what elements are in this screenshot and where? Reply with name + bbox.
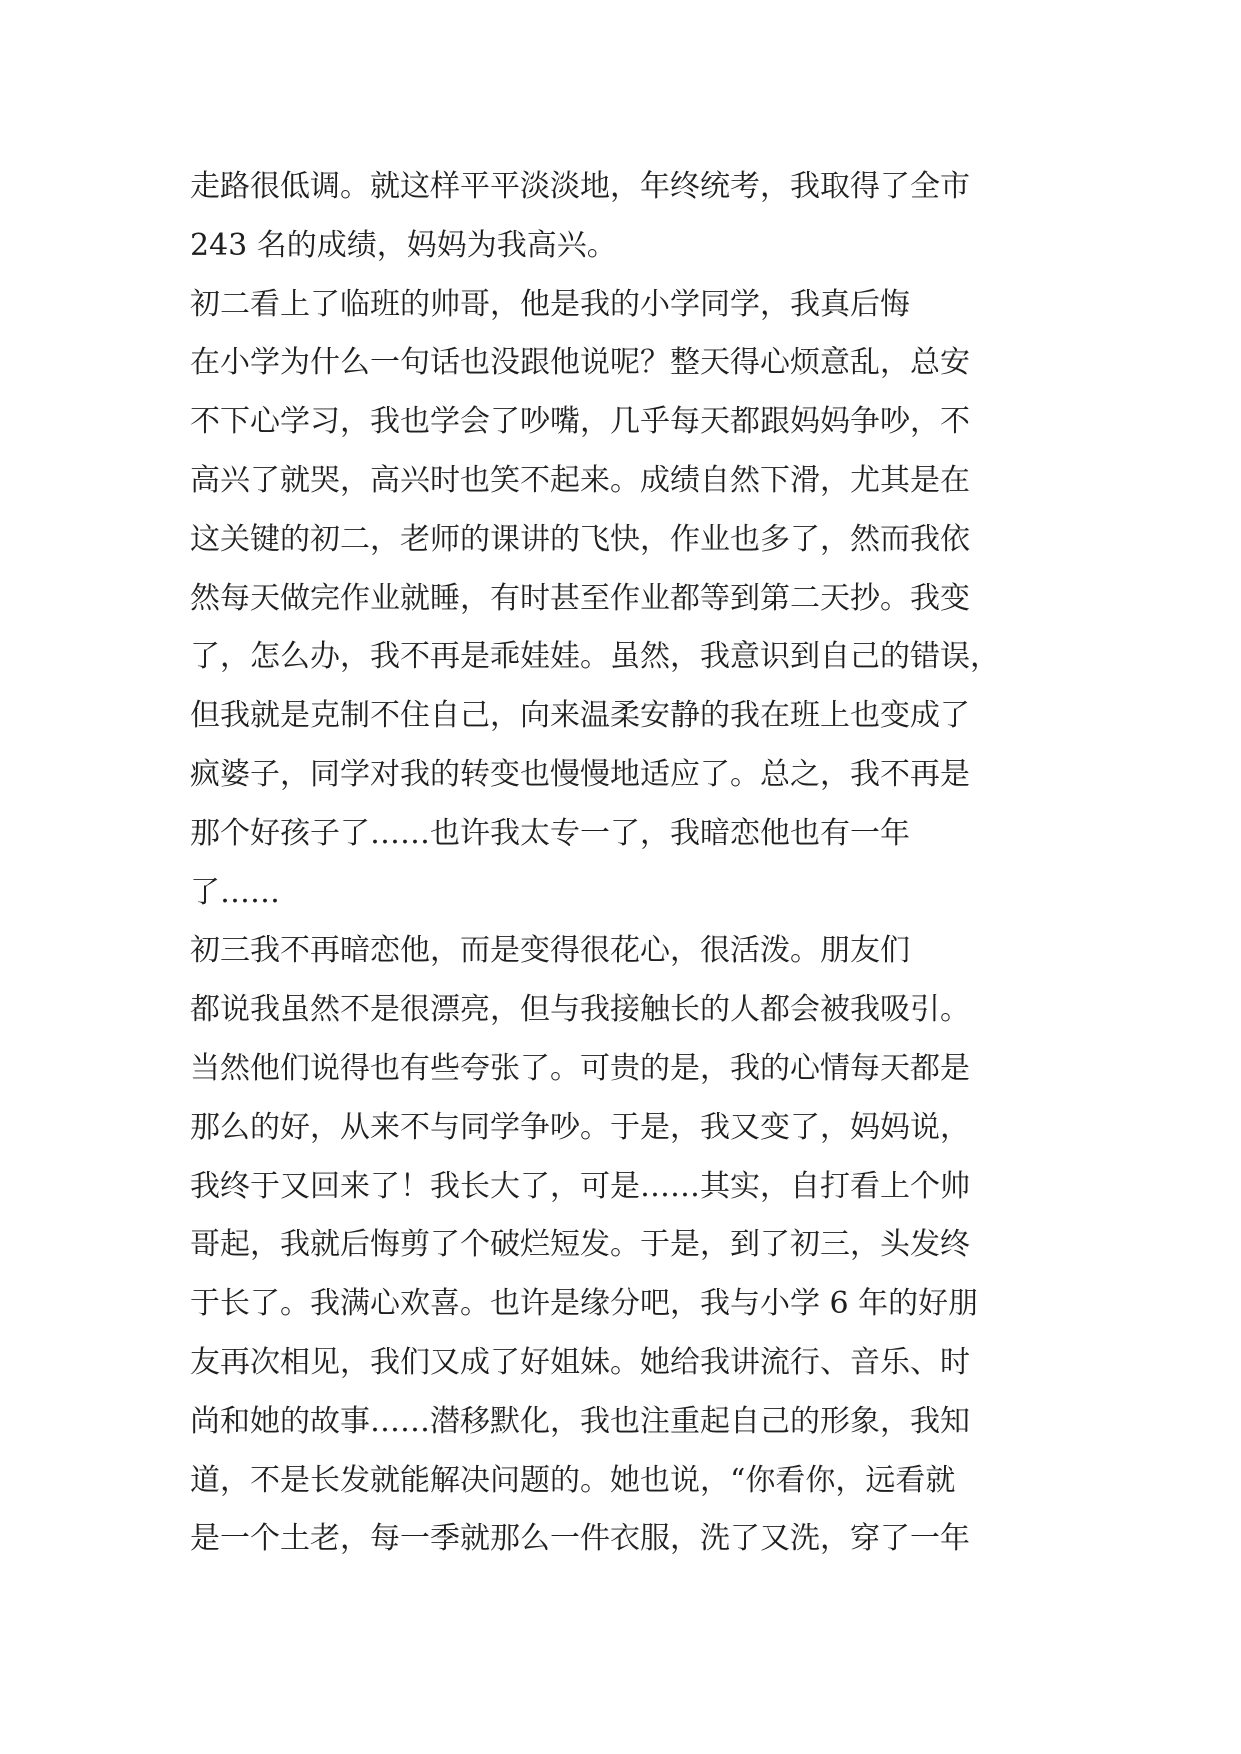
text-line: 然每天做完作业就睡，有时甚至作业都等到第二天抄。我变	[190, 580, 970, 616]
text-line: 都说我虽然不是很漂亮，但与我接触长的人都会被我吸引。	[190, 992, 970, 1028]
text-line: 但我就是克制不住自己，向来温柔安静的我在班上也变成了	[190, 698, 970, 734]
text-line: 尚和她的故事……潜移默化，我也注重起自己的形象，我知	[190, 1403, 970, 1439]
text-line: 是一个土老，每一季就那么一件衣服，洗了又洗，穿了一年	[190, 1521, 970, 1557]
text-line: 那么的好，从来不与同学争吵。于是，我又变了，妈妈说，	[190, 1109, 970, 1145]
paragraph-start-line: 初二看上了临班的帅哥，他是我的小学同学，我真后悔	[190, 286, 910, 322]
text-line: 在小学为什么一句话也没跟他说呢？整天得心烦意乱，总安	[190, 345, 970, 381]
text-line: 243 名的成绩，妈妈为我高兴。	[190, 227, 617, 263]
text-line: 友再次相见，我们又成了好姐妹。她给我讲流行、音乐、时	[190, 1344, 970, 1380]
essay-text-block	[190, 158, 1070, 1569]
text-line: 不下心学习，我也学会了吵嘴，几乎每天都跟妈妈争吵，不	[190, 404, 970, 440]
text-line: 了……	[190, 874, 280, 910]
text-line: 这关键的初二，老师的课讲的飞快，作业也多了，然而我依	[190, 521, 970, 557]
text-line: 哥起，我就后悔剪了个破烂短发。于是，到了初三，头发终	[190, 1227, 970, 1263]
text-line: 了，怎么办，我不再是乖娃娃。虽然，我意识到自己的错误，	[190, 639, 1000, 675]
text-line: 走路很低调。就这样平平淡淡地，年终统考，我取得了全市	[190, 169, 970, 204]
text-line: 那个好孩子了……也许我太专一了，我暗恋他也有一年	[190, 815, 910, 851]
text-line: 疯婆子，同学对我的转变也慢慢地适应了。总之，我不再是	[190, 756, 970, 792]
text-line: 高兴了就哭，高兴时也笑不起来。成绩自然下滑，尤其是在	[190, 462, 970, 498]
paragraph-start-line: 初三我不再暗恋他，而是变得很花心，很活泼。朋友们	[190, 933, 910, 969]
text-line: 我终于又回来了！我长大了，可是……其实，自打看上个帅	[190, 1168, 970, 1204]
text-line: 当然他们说得也有些夸张了。可贵的是，我的心情每天都是	[190, 1050, 970, 1086]
text-line: 道，不是长发就能解决问题的。她也说，“你看你，远看就	[190, 1462, 956, 1498]
text-line: 于长了。我满心欢喜。也许是缘分吧，我与小学 6 年的好朋	[190, 1286, 979, 1322]
